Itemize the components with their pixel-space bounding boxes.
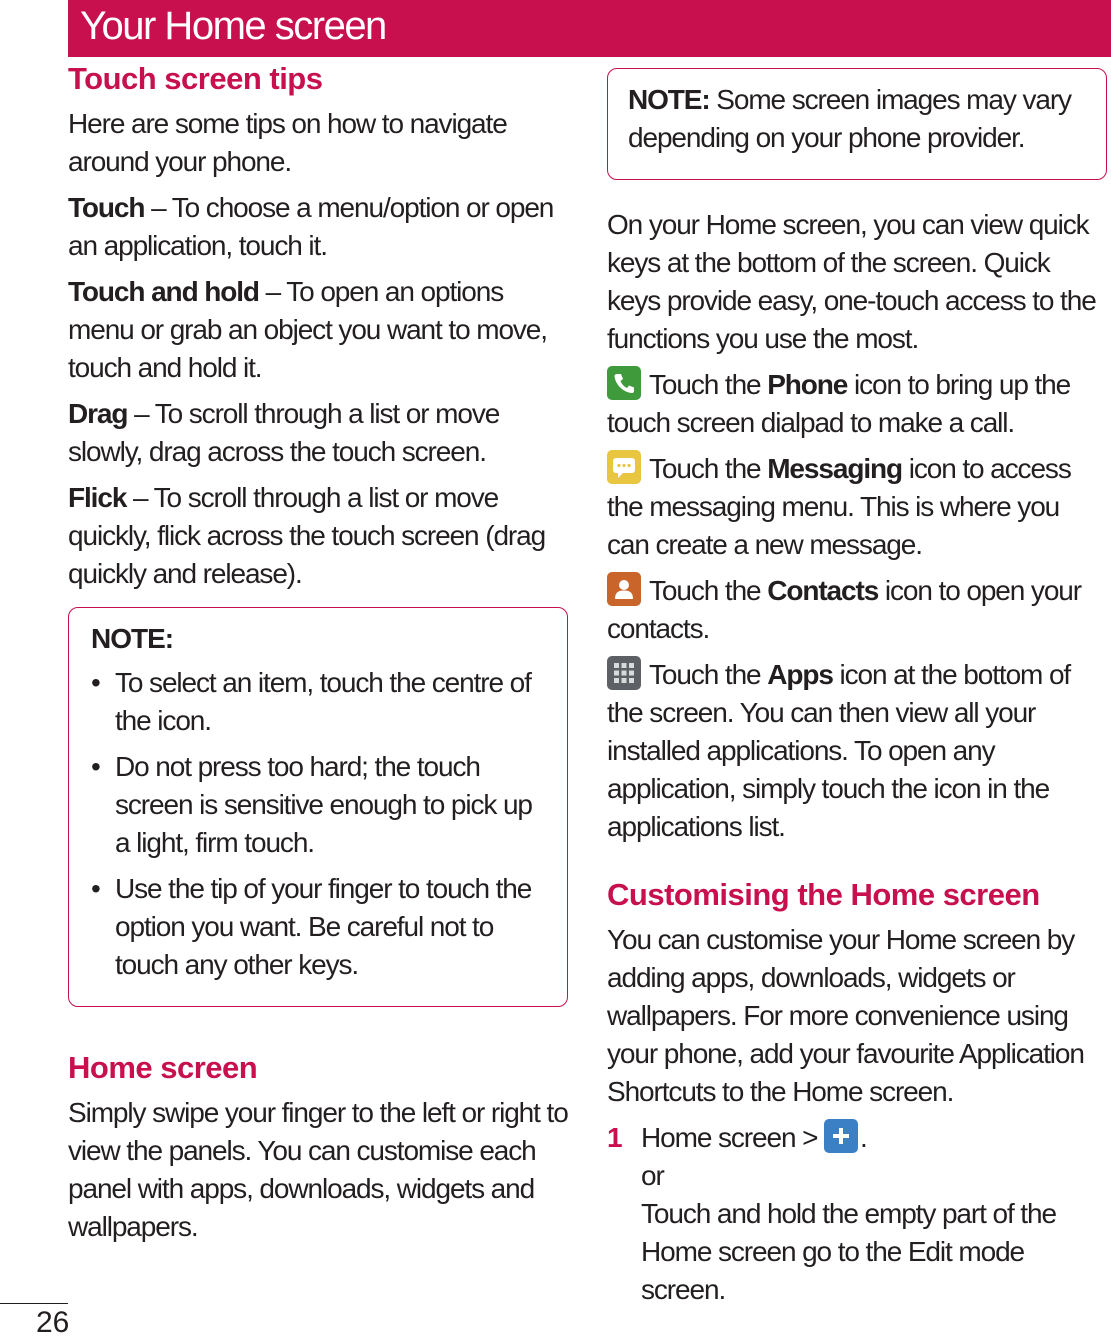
right-column [607,68,1107,1309]
quick-key-contacts [607,572,1107,648]
messaging-icon [607,450,641,484]
note-bullet: • Use the tip of your finger to touch the option you want. Be careful not to touch any other keys. [91,870,547,984]
touch-tips-title: Touch screen tips [68,61,323,96]
note-body: Some screen images may vary depending on your phone provider. [628,84,1071,153]
note-list [91,664,547,984]
note-label: NOTE: [91,622,174,654]
tip-touch-and-hold [68,273,568,387]
page-rule [0,1303,68,1304]
page-number: 26 [36,1306,70,1339]
step-1 [607,1119,1107,1309]
tip-text: – To scroll through a list or move quickly, flick across the touch screen (drag quickly and release). [68,481,546,589]
quick-key-text: icon to access the messaging menu. This is where you can create a new message. [607,453,1071,560]
quick-key-text: icon to open your contacts. [607,575,1081,644]
quick-key-messaging [607,450,1107,564]
left-column [68,60,568,1254]
step-or: or [641,1159,664,1191]
touch-note-box [68,607,568,1007]
home-screen-title: Home screen [68,1049,258,1085]
step-line [641,1119,1107,1157]
quick-key-term: Messaging [767,453,903,484]
tip-text: – To open an options menu or grab an object you want to move, touch and hold it. [68,275,547,383]
tip-flick [68,479,568,593]
note-label: NOTE: [628,84,710,115]
step-text: Home screen > [641,1121,825,1153]
add-icon [824,1119,858,1153]
step-text: . [860,1121,867,1153]
customising-text: You can customise your Home screen by adding apps, downloads, widgets or wallpapers. For more convenience using your phone, add your favourite Application Shortcuts to the Home screen. [607,923,1084,1107]
touch-tips-intro: Here are some tips on how to navigate around your phone. [68,107,507,177]
step-body [641,1119,1107,1309]
quick-key-prefix: Touch the [649,659,768,690]
tip-term: Touch and hold [68,275,259,307]
quick-key-text: icon at the bottom of the screen. You can then view all your installed applications. To open any application, simply touch the icon in the applications list. [607,659,1071,842]
tip-touch [68,189,568,265]
apps-icon [607,656,641,690]
quick-keys-intro: On your Home screen, you can view quick keys at the bottom of the screen. Quick keys provide easy, one-touch access to the functions you use the most. [607,209,1096,354]
note-bullet: • Do not press too hard; the touch screen is sensitive enough to pick up a light, firm touch. [91,748,547,862]
quick-key-phone [607,366,1107,442]
quick-key-prefix: Touch the [649,369,768,400]
tip-text: – To scroll through a list or move slowly, drag across the touch screen. [68,397,500,467]
quick-key-prefix: Touch the [649,453,768,484]
note-bullet: • To select an item, touch the centre of the icon. [91,664,547,740]
home-screen-text: Simply swipe your finger to the left or right to view the panels. You can customise each panel with apps, downloads, widgets and wallpapers. [68,1096,568,1242]
quick-key-text: icon to bring up the touch screen dialpad to make a call. [607,369,1071,438]
quick-key-term: Phone [767,369,848,400]
quick-key-apps [607,656,1107,846]
step-alt: Touch and hold the empty part of the Home screen go to the Edit mode screen. [641,1197,1056,1305]
note-text [628,81,1086,157]
quick-key-term: Apps [767,659,833,690]
customising-title: Customising the Home screen [607,877,1040,912]
screen-images-note [607,68,1107,180]
tip-text: – To choose a menu/option or open an application, touch it. [68,191,554,261]
quick-key-term: Contacts [767,575,879,606]
step-number: 1 [607,1121,623,1153]
tip-term: Drag [68,397,128,429]
tip-drag [68,395,568,471]
tip-term: Flick [68,481,127,513]
header-title: Your Home screen [80,4,386,48]
quick-key-prefix: Touch the [649,575,768,606]
contacts-icon [607,572,641,606]
phone-icon [607,366,641,400]
tip-term: Touch [68,191,145,223]
page-header [68,0,1111,57]
